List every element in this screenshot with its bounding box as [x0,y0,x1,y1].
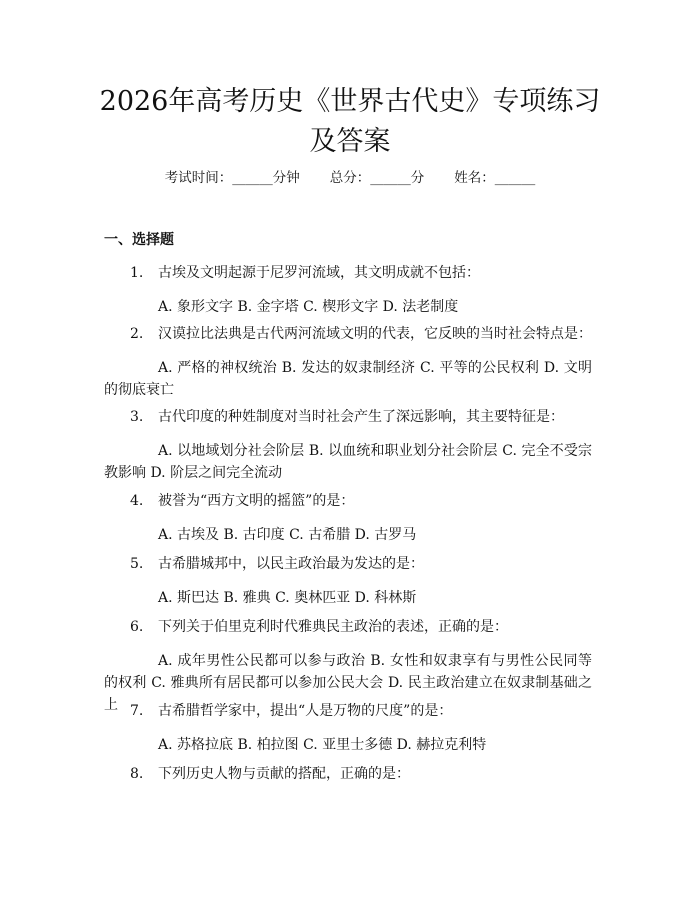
name-blank: ______ [494,170,536,186]
question-options: A. 以地域划分社会阶层 B. 以血统和职业划分社会阶层 C. 完全不受宗教影响 D. 阶层之间完全流动 [104,443,592,481]
question-options: A. 古埃及 B. 古印度 C. 古希腊 D. 古罗马 [158,527,417,543]
question-2 [104,323,592,401]
question-number: 1. [130,265,144,281]
question-text: 古希腊城邦中，以民主政治最为发达的是： [158,556,424,572]
page-title: 2026年高考历史《世界古代史》专项练习及答案 [99,86,601,157]
question-options: A. 象形文字 B. 金字塔 C. 楔形文字 D. 法老制度 [158,299,459,315]
question-number: 8. [130,766,144,782]
question-text: 古埃及文明起源于尼罗河流域，其文明成就不包括： [158,265,480,281]
question-number: 6. [130,619,144,635]
exam-meta [0,168,700,188]
question-3 [104,406,592,484]
time-blank: ______ [232,170,273,186]
question-number: 7. [130,703,144,719]
score-label: 总分： [329,170,371,186]
time-label: 考试时间： [164,170,233,186]
question-4 [104,490,592,546]
question-options: A. 苏格拉底 B. 柏拉图 C. 亚里士多德 D. 赫拉克利特 [158,737,487,753]
question-text: 下列历史人物与贡献的搭配，正确的是： [158,766,410,782]
question-text: 下列关于伯里克利时代雅典民主政治的表述，正确的是： [158,619,508,635]
question-1 [104,262,592,318]
question-options: A. 成年男性公民都可以参与政治 B. 女性和奴隶享有与男性公民同等的权利 C. 雅典所有居民都可以参加公民大会 D. 民主政治建立在奴隶制基础之上 [104,653,592,713]
question-text: 汉谟拉比法典是古代两河流域文明的代表，它反映的当时社会特点是： [158,326,592,342]
question-number: 3. [130,409,144,425]
question-7 [104,700,592,756]
question-options: A. 严格的神权统治 B. 发达的奴隶制经济 C. 平等的公民权利 D. 文明的彻底衰亡 [104,360,592,398]
question-text: 古希腊哲学家中，提出“人是万物的尺度”的是： [158,703,453,719]
question-options: A. 斯巴达 B. 雅典 C. 奥林匹亚 D. 科林斯 [158,590,417,606]
question-text: 古代印度的种姓制度对当时社会产生了深远影响，其主要特征是： [158,409,564,425]
section-title: 一、选择题 [104,232,174,248]
score-unit: 分 [410,170,425,186]
question-number: 2. [130,326,144,342]
question-text: 被誉为“西方文明的摇篮”的是： [158,493,355,509]
question-5 [104,553,592,609]
name-label: 姓名： [454,170,495,186]
question-8 [104,763,592,785]
time-unit: 分钟 [272,170,300,186]
question-number: 4. [130,493,144,509]
question-number: 5. [130,556,144,572]
score-blank: ______ [370,170,411,186]
